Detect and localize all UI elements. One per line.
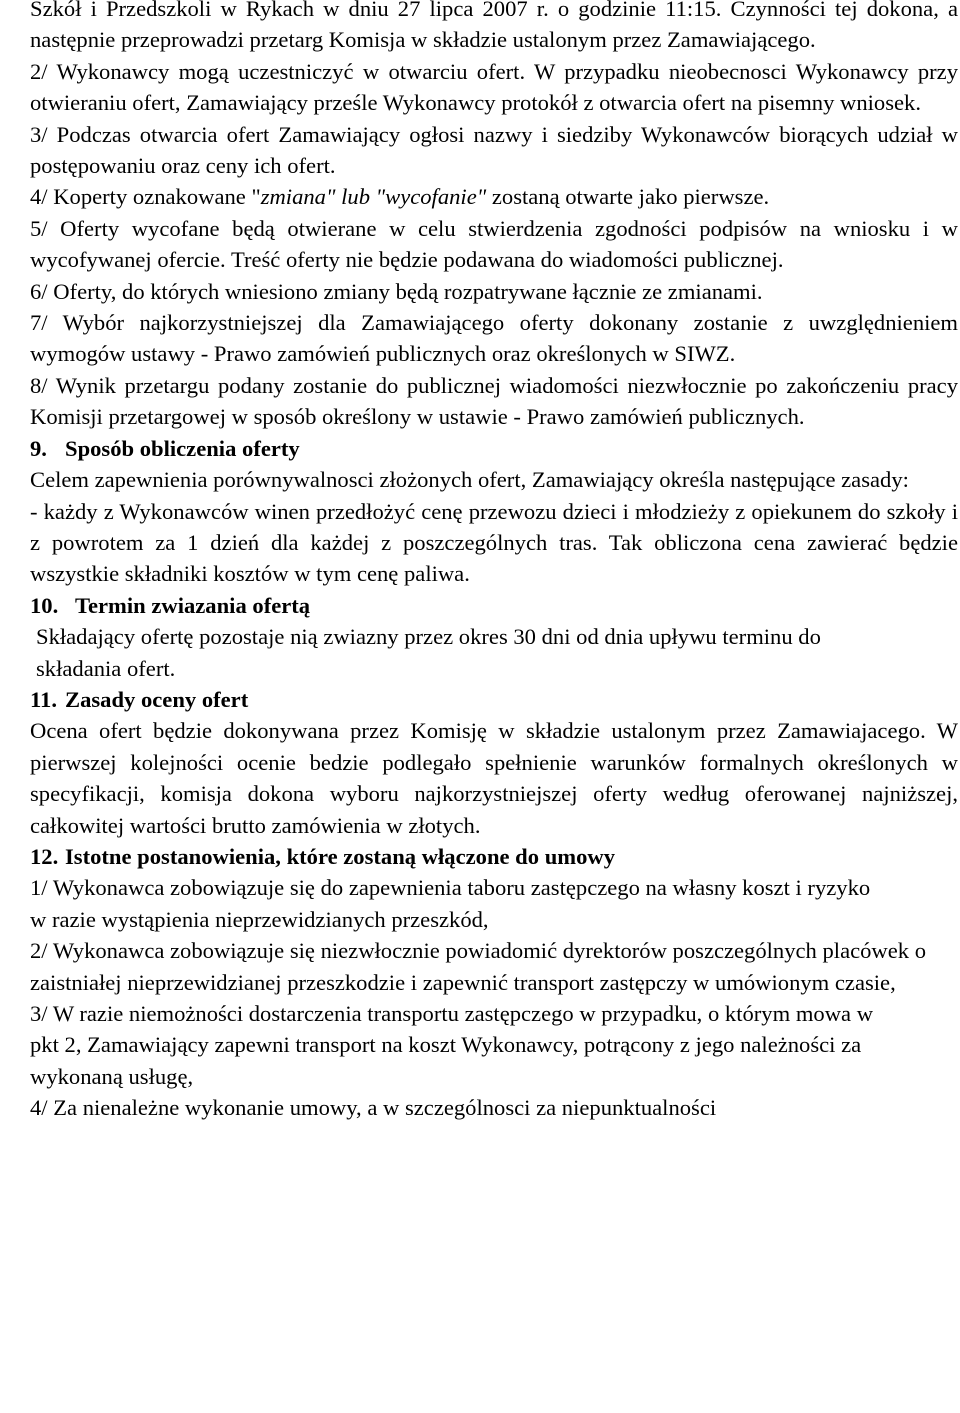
section-9-body-1: Celem zapewnienia porównywalnosci złożonych ofert, Zamawiający określa następujące zasady: [30, 467, 909, 493]
section-10-number: 10. [30, 592, 59, 618]
paragraph-4 [30, 181, 958, 212]
section-12-title: Istotne postanowienia, które zostaną włączone do umowy [65, 843, 615, 869]
section-12-item-2: 2/ Wykonawca zobowiązuje się niezwłocznie powiadomić dyrektorów poszczególnych placówek o zaistniałej nieprzewidzianej przeszkodzie i zapewnić transport zastępczy w umówionym czasie, [30, 938, 927, 995]
paragraph-4-start: 4/ Koperty oznakowane " [30, 184, 261, 210]
section-12-heading [30, 841, 958, 872]
section-10-title: Termin zwiazania ofertą [75, 592, 311, 618]
section-12-item-3: 3/ W razie niemożności dostarczenia transportu zastępczego w przypadku, o którym mowa w pkt 2, Zamawiający zapewni transport na koszt Wykonawcy, potrącony z jego należności za wykonaną usługę, [30, 1001, 874, 1089]
section-12-item-1: 1/ Wykonawca zobowiązuje się do zapewnienia taboru zastępczego na własny koszt i ryzyko w razie wystąpienia nieprzewidzianych przeszkód, [30, 875, 871, 932]
section-12-number: 12. [30, 843, 59, 869]
section-11-body: Ocena ofert będzie dokonywana przez Komisję w składzie ustalonym przez Zamawiajacego. W pierwszej kolejności ocenie bedzie podlegało spełnienie warunków formalnych określonych w specyfikacji, komisja dokona wyboru najkorzystniejszej oferty według oferowanej najniższej, całkowitej wartości brutto zamówienia w złotych. [30, 718, 958, 838]
section-9-body-2: - każdy z Wykonawców winen przedłożyć cenę przewozu dzieci i młodzieży z opiekunem do szkoły i z powrotem za 1 dzień dla każdej z poszczególnych tras. Tak obliczona cena zawierać będzie wszystkie składniki kosztów w tym cenę paliwa. [30, 498, 958, 587]
paragraph-2: 2/ Wykonawcy mogą uczestniczyć w otwarciu ofert. W przypadku nieobecnosci Wykonawcy przy otwieraniu ofert, Zamawiający prześle Wykonawcy protokół z otwarcia ofert na pisemny wniosek. [30, 58, 958, 116]
section-11-title: Zasady oceny ofert [65, 686, 249, 712]
intro-paragraph: Szkół i Przedszkoli w Rykach w dniu 27 lipca 2007 r. o godzinie 11:15. Czynności tej dokona, a następnie przeprowadzi przetarg Komisja w składzie ustalonym przez Zamawiającego. [30, 0, 958, 53]
section-10-body: Składający ofertę pozostaje nią zwiazny przez okres 30 dni od dnia upływu terminu do składania ofert. [36, 624, 821, 681]
paragraph-8: 8/ Wynik przetargu podany zostanie do publicznej wiadomości niezwłocznie po zakończeniu pracy Komisji przetargowej w sposób określony w ustawie - Prawo zamówień publicznych. [30, 372, 958, 430]
section-11-number: 11. [30, 686, 57, 712]
paragraph-4-end: zostaną otwarte jako pierwsze. [486, 184, 770, 210]
paragraph-5: 5/ Oferty wycofane będą otwierane w celu stwierdzenia zgodności podpisów na wniosku i w wycofywanej ofercie. Treść oferty nie będzie podawana do wiadomości publicznej. [30, 215, 958, 273]
paragraph-3: 3/ Podczas otwarcia ofert Zamawiający ogłosi nazwy i siedziby Wykonawców biorących udział w postępowaniu oraz ceny ich ofert. [30, 121, 958, 179]
section-12-item-4: 4/ Za nienależne wykonanie umowy, a w szczególnosci za niepunktualności [30, 1095, 717, 1121]
paragraph-6: 6/ Oferty, do których wniesiono zmiany będą rozpatrywane łącznie ze zmianami. [30, 278, 763, 304]
section-9-heading [30, 433, 958, 464]
section-11-heading [30, 684, 958, 715]
paragraph-4-italic: zmiana" lub "wycofanie" [260, 184, 487, 210]
document-page [30, 0, 958, 1124]
section-10-heading [30, 590, 958, 621]
section-9-title: Sposób obliczenia oferty [65, 435, 300, 461]
paragraph-7: 7/ Wybór najkorzystniejszej dla Zamawiającego oferty dokonany zostanie z uwzględnieniem wymogów ustawy - Prawo zamówień publicznych oraz określonych w SIWZ. [30, 310, 958, 367]
section-9-number: 9. [30, 435, 47, 461]
